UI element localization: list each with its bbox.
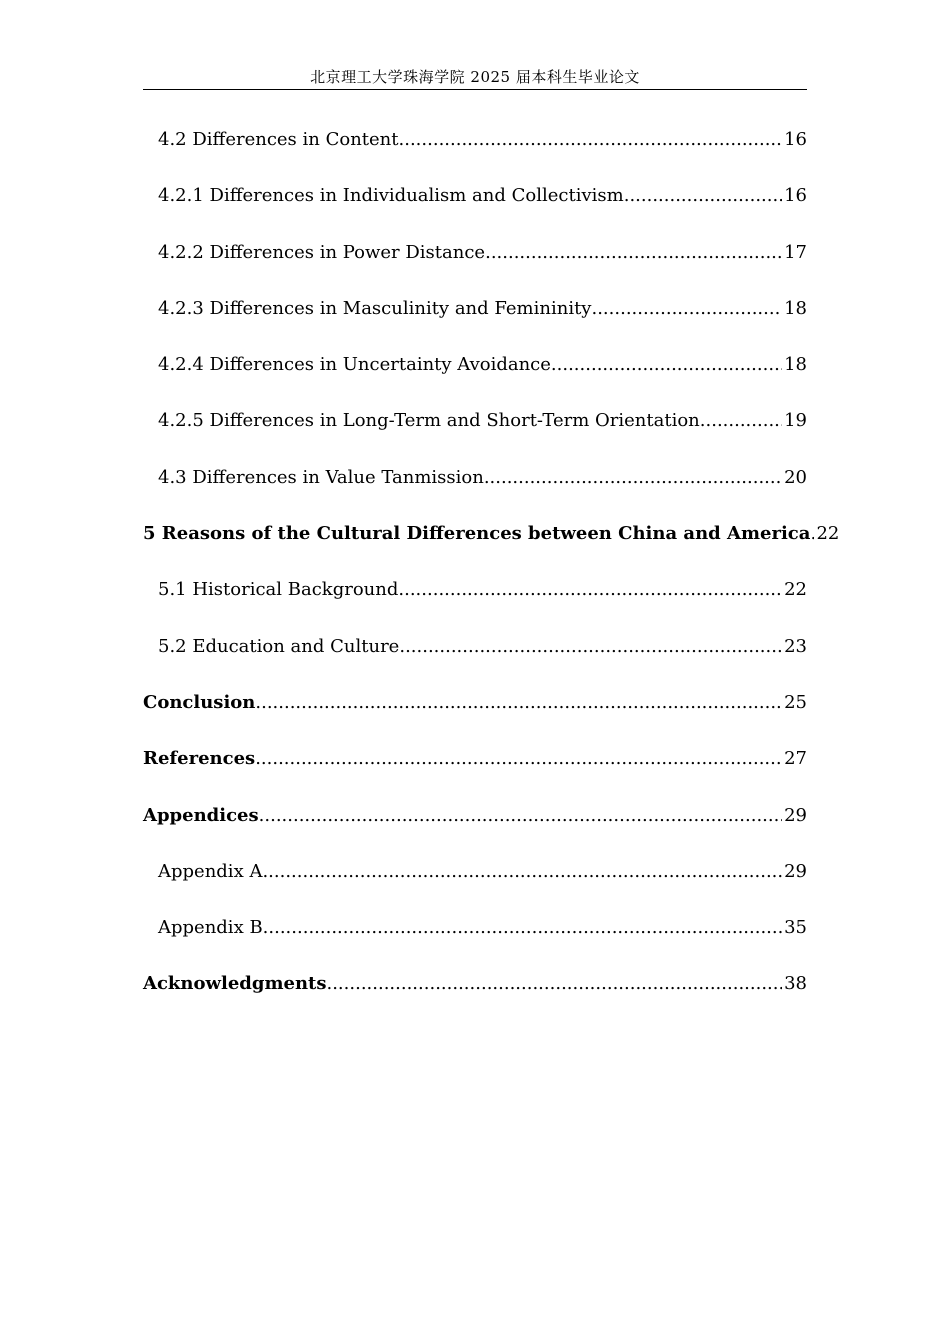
- toc-entry-title: Acknowledgments: [143, 973, 327, 995]
- toc-page-number: 38: [784, 973, 807, 995]
- toc-entry[interactable]: [143, 619, 807, 675]
- toc-entry-title: 5.2 Education and Culture: [158, 635, 400, 657]
- toc-entry[interactable]: [143, 225, 807, 281]
- toc-entry[interactable]: [143, 168, 807, 224]
- toc-dot-leader: [551, 337, 782, 393]
- toc-entry-title: 4.2.2 Differences in Power Distance: [158, 241, 486, 263]
- toc-page-number: 16: [784, 185, 807, 207]
- toc-dot-leader: [262, 844, 782, 900]
- toc-entry-title: 5 Reasons of the Cultural Differences between China and America: [143, 523, 811, 545]
- toc-page-number: 17: [784, 241, 807, 263]
- toc-page-number: 22: [784, 579, 807, 601]
- toc-dot-leader: [591, 281, 782, 337]
- toc-dot-leader: [485, 225, 782, 281]
- toc-entry[interactable]: [143, 393, 807, 449]
- toc-entry[interactable]: [143, 450, 807, 506]
- toc-entry-title: References: [143, 748, 256, 770]
- toc-dot-leader: [399, 619, 782, 675]
- toc-entry-title: 4.2.4 Differences in Uncertainty Avoidance: [158, 354, 551, 376]
- toc-page-number: 22: [816, 523, 840, 545]
- toc-entry-title: 5.1 Historical Background: [158, 579, 399, 601]
- toc-dot-leader: [255, 731, 782, 787]
- toc-dot-leader: [398, 562, 782, 618]
- toc-entry[interactable]: [143, 900, 807, 956]
- toc-page-number: 16: [784, 129, 807, 150]
- toc-page-number: 29: [784, 860, 807, 882]
- toc-entry-title: 4.2 Differences in Content: [158, 129, 399, 150]
- toc-entry-title: 4.2.3 Differences in Masculinity and Femininity: [158, 297, 592, 319]
- toc-entry-title: Appendix B: [158, 917, 263, 939]
- toc-entry[interactable]: [143, 112, 807, 168]
- toc-page-number: 19: [784, 410, 807, 432]
- toc-dot-leader: [700, 393, 782, 449]
- toc-page-number: 29: [784, 804, 807, 826]
- toc-entry-title: 4.2.5 Differences in Long-Term and Short-Term Orientation: [158, 410, 700, 432]
- toc-dot-leader: [259, 788, 782, 844]
- header-rule: [143, 89, 807, 90]
- toc-dot-leader: [255, 675, 782, 731]
- toc-entry-title: Appendix A: [158, 860, 263, 882]
- toc-page-number: 35: [784, 917, 807, 939]
- toc-page-number: 20: [784, 466, 807, 488]
- toc-entry-title: 4.2.1 Differences in Individualism and Collectivism: [158, 185, 624, 207]
- table-of-contents: [143, 112, 840, 1013]
- toc-entry[interactable]: [143, 788, 807, 844]
- toc-entry[interactable]: [143, 506, 840, 562]
- page-header: 北京理工大学珠海学院 2025 届本科生毕业论文: [310, 68, 640, 86]
- toc-entry[interactable]: [143, 956, 807, 1012]
- toc-dot-leader: [263, 900, 782, 956]
- toc-page-number: 27: [784, 748, 807, 770]
- toc-page-number: 25: [784, 691, 807, 713]
- toc-entry[interactable]: [143, 281, 807, 337]
- toc-entry-title: Conclusion: [143, 691, 256, 713]
- toc-entry[interactable]: [143, 337, 807, 393]
- toc-dot-leader: [624, 168, 782, 224]
- toc-dot-leader: [326, 956, 782, 1012]
- toc-entry-title: Appendices: [143, 804, 259, 826]
- toc-dot-leader: [484, 450, 782, 506]
- toc-entry[interactable]: [143, 675, 807, 731]
- toc-entry[interactable]: [143, 731, 807, 787]
- toc-page-number: 23: [784, 635, 807, 657]
- toc-entry[interactable]: [143, 562, 807, 618]
- toc-entry[interactable]: [143, 844, 807, 900]
- toc-page-number: 18: [784, 297, 807, 319]
- toc-entry-title: 4.3 Differences in Value Tanmission: [158, 466, 484, 488]
- toc-page-number: 18: [784, 354, 807, 376]
- toc-dot-leader: [399, 112, 783, 168]
